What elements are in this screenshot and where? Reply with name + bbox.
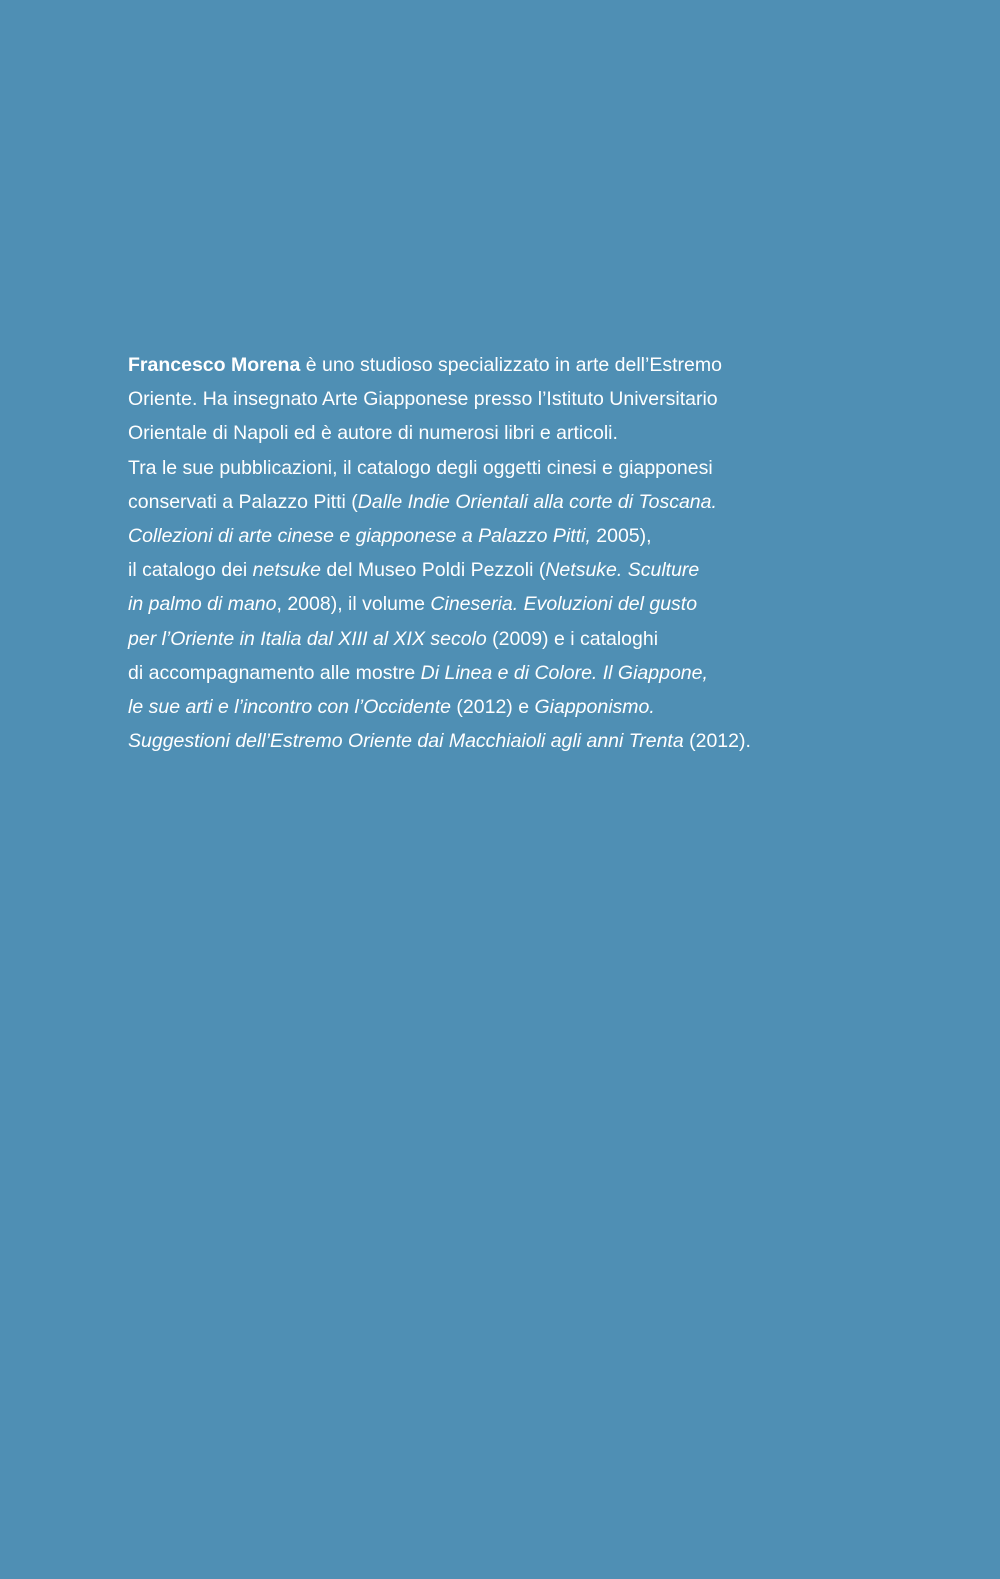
author-bio — [128, 348, 948, 758]
bio-text: è uno studioso specializzato in arte dell’Estremo — [300, 354, 722, 376]
bio-text: del Museo Poldi Pezzoli ( — [320, 559, 546, 582]
book-title: per l’Oriente in Italia dal XIII al XIX secolo — [128, 627, 487, 650]
book-title: Dalle Indie Orientali alla corte di Toscana. — [357, 490, 717, 513]
bio-text: di accompagnamento alle mostre — [128, 661, 421, 684]
bio-line — [128, 587, 948, 621]
bio-line — [128, 382, 948, 416]
bio-text: 2005), — [590, 525, 652, 548]
bio-text: , 2008), il volume — [276, 593, 431, 616]
book-title: Netsuke. Sculture — [545, 559, 700, 582]
book-title: Suggestioni dell’Estremo Oriente dai Macchiaioli agli anni Trenta — [128, 730, 684, 753]
bio-text: (2012). — [683, 730, 751, 753]
book-title: le sue arti e l’incontro con l’Occidente — [128, 696, 451, 719]
bio-line — [128, 656, 948, 690]
book-title: Cineseria. Evoluzioni del gusto — [430, 593, 698, 616]
bio-line — [128, 622, 948, 656]
author-name: Francesco Morena — [128, 354, 301, 376]
book-title: in palmo di mano — [128, 593, 277, 616]
bio-text: il catalogo dei — [128, 559, 253, 582]
bio-text: (2012) e — [451, 696, 535, 719]
bio-line — [128, 485, 948, 519]
bio-text: Oriente. Ha insegnato Arte Giapponese presso l’Istituto Universitario — [128, 388, 718, 411]
bio-line — [128, 553, 948, 587]
bio-text: conservati a Palazzo Pitti ( — [128, 490, 358, 513]
bio-line — [128, 690, 948, 724]
bio-line — [128, 348, 948, 382]
bio-line — [128, 451, 948, 485]
bio-line — [128, 519, 948, 553]
bio-line — [128, 416, 948, 450]
bio-text: Tra le sue pubblicazioni, il catalogo degli oggetti cinesi e giapponesi — [128, 456, 713, 479]
bio-text: (2009) e i cataloghi — [486, 627, 659, 650]
book-title: Collezioni di arte cinese e giapponese a Palazzo Pitti, — [128, 525, 591, 548]
book-title: Di Linea e di Colore. Il Giappone, — [420, 661, 708, 684]
bio-line — [128, 724, 948, 758]
bio-text: Orientale di Napoli ed è autore di numerosi libri e articoli. — [128, 422, 618, 445]
italic-term: netsuke — [252, 559, 321, 582]
book-title: Giapponismo. — [534, 696, 655, 719]
